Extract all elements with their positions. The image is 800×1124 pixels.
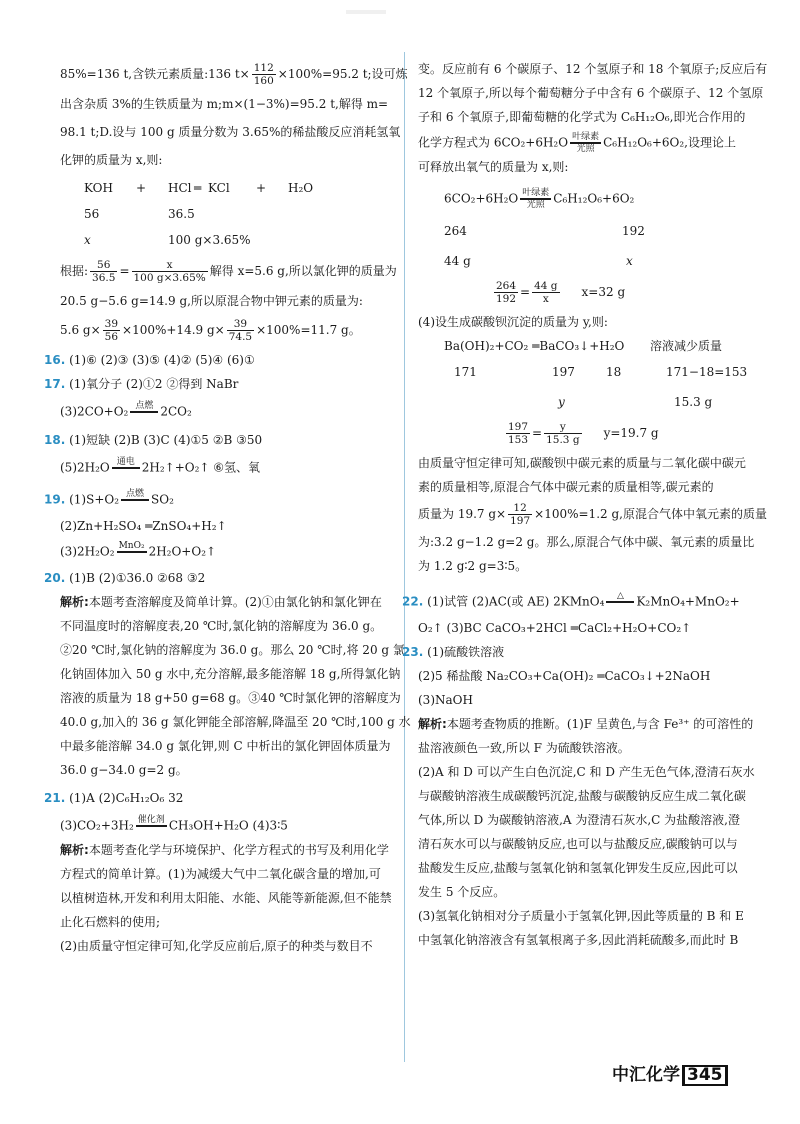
analysis-line: 发生 5 个反应。 [418,885,506,899]
analysis-line: 不同温度时的溶解度表,20 ℃时,氯化钠的溶解度为 36.0 g。 [60,619,383,633]
equation-row [60,233,392,249]
page-number: 345 [682,1065,728,1086]
numerator: 12 [508,502,532,515]
formula: (3)2CO+O₂ [60,404,129,419]
text-line: (3)NaOH [418,693,473,707]
equation-row [418,224,756,240]
formula: KCl [208,181,230,195]
value: 171−18=153 [666,365,748,379]
formula: (3)2H₂O₂ [60,544,115,559]
text: 本题考查物质的推断。(1)F 呈黄色,与含 Fe³⁺ 的可溶性的 [446,717,754,731]
condition: 光照 [576,144,595,154]
analysis-line: ②20 ℃时,氯化钠的溶解度为 36.0 g。那么 20 ℃时,将 20 g 氯 [60,643,405,657]
question-number: 18. [44,433,66,447]
numerator: 56 [90,259,117,272]
text-line: 子和 6 个氧原子,即葡萄糖的化学式为 C₆H₁₂O₆,即光合作用的 [418,110,746,124]
formula: SO₂ [151,492,174,507]
reaction-arrow [112,457,140,479]
analysis-line [418,717,756,731]
value: 56 [84,207,100,221]
fraction [494,280,518,305]
answer: (1)氧分子 (2)①2 ②得到 NaBr [69,377,239,391]
equation-row [418,365,756,381]
formula: K₂MnO₄+MnO₂+ [636,594,740,609]
analysis-line: 40.0 g,加入的 36 g 氯化钾能全部溶解,降温至 20 ℃时,100 g 水 [60,715,411,729]
question-21 [44,791,392,805]
label: 溶液减少质量 [650,339,723,353]
analysis-line: 气体,所以 D 为碳酸钠溶液,A 为澄清石灰水,C 为盐酸溶液,澄 [418,813,740,827]
analysis-line: (2)由质量守恒定律可知,化学反应前后,原子的种类与数目不 [60,939,373,953]
formula: (5)2H₂O [60,460,110,475]
analysis-line: (2)A 和 D 可以产生白色沉淀,C 和 D 产生无色气体,澄清石灰水 [418,765,755,779]
text: ×100%=95.2 t;设可炼 [277,67,408,81]
text: 本题考查溶解度及简单计算。(2)①由氯化钠和氯化钾在 [88,595,382,609]
text-line [60,62,408,87]
formula: H₂O [288,181,314,195]
formula: C₆H₁₂O₆+6O₂,设理论上 [603,135,736,150]
condition: △ [606,591,634,603]
analysis-line [60,843,392,857]
text-line [418,502,767,527]
text-line: 可释放出氧气的质量为 x,则: [418,160,569,174]
question-number: 20. [44,571,66,585]
formula: Ba(OH)₂+CO₂ ═BaCO₃↓+H₂O [444,339,625,353]
text: 根据: [60,264,89,278]
question-number: 19. [44,492,66,507]
numerator: x [132,259,208,272]
question-16 [44,353,392,367]
text: 本题考查化学与环境保护、化学方程式的书写及利用化学 [88,843,389,857]
value: 197 [552,365,575,379]
answer: (1)短缺 (2)B (3)C (4)①5 ②B ③50 [69,433,263,447]
denominator: 74.5 [228,331,253,343]
numerator: 39 [227,318,254,331]
denominator: 56 [104,331,119,343]
value: x [626,254,633,268]
text-line [60,815,392,837]
reaction-arrow [121,489,149,511]
text-line: 98.1 t;D.设与 100 g 质量分数为 3.65%的稀盐酸反应消耗氢氧 [60,125,401,139]
fraction [90,259,117,284]
analysis-line: 中氢氧化钠溶液含有氢氧根离子多,因此消耗硫酸多,而此时 B [418,933,739,947]
text-line: 为 1.2 g∶2 g=3∶5。 [418,559,528,573]
question-22 [402,591,756,613]
right-column [402,62,768,947]
analysis-label: 解析: [418,717,447,731]
fraction [532,280,559,305]
numerator: 112 [253,62,274,74]
text: ×100%=11.7 g。 [256,323,361,337]
text-line: (2)5 稀盐酸 Na₂CO₃+Ca(OH)₂ ═CaCO₃↓+2NaOH [418,669,711,683]
result: x=32 g [581,285,626,299]
analysis-line: 中最多能溶解 34.0 g 氯化钾,则 C 中析出的氯化钾固体质量为 [60,739,391,753]
answer: (1)B (2)①36.0 ②68 ③2 [69,571,206,585]
text-line: 出含杂质 3%的生铁质量为 m;m×(1−3%)=95.2 t,解得 m= [60,97,389,111]
equation-row [418,339,756,355]
condition: 通电 [112,457,140,469]
analysis-line: 止化石燃料的使用; [60,915,161,929]
denominator: 36.5 [92,272,116,284]
condition: 叶绿素 [572,132,600,142]
text: = [119,264,130,278]
formula: C₆H₁₂O₆+6O₂ [553,191,635,206]
formula: KOH [84,181,113,195]
text-line: 为:3.2 g−1.2 g=2 g。那么,原混合气体中碳、氧元素的质量比 [418,535,755,549]
formula: + [136,181,147,195]
numerator: 264 [496,280,517,292]
fraction [103,318,120,343]
denominator: 160 [253,75,274,87]
text: 85%=136 t,含铁元素质量:136 t× [60,67,250,81]
text-line [60,318,392,343]
condition: MnO₂ [118,541,145,551]
value: x [84,233,91,247]
text: 5.6 g× [60,323,101,337]
analysis-line: 化钠固体加入 50 g 水中,充分溶解,最多能溶解 18 g,所得氯化钠 [60,667,401,681]
equation-row [60,207,392,223]
text-line: 20.5 g−5.6 g=14.9 g,所以原混合物中钾元素的质量为: [60,294,363,308]
equation-row: $\frac{197}{153}$ = $\frac{y}{15.3 g}$ y=19.7 g [508,421,659,446]
equation-row [444,188,756,210]
equation-row: $\frac{264}{192}$ = $\frac{44 g}{x}$ x=32 g [496,280,626,305]
text-line: 素的质量相等,原混合气体中碳元素的质量相等,碳元素的 [418,480,714,494]
formula: (1)试管 (2)AC(或 AE) 2KMnO₄ [427,594,605,609]
formula: 2H₂↑+O₂↑ ⑥氢、氧 [141,460,261,475]
text-line: 12 个氧原子,所以每个葡萄糖分子中含有 6 个碳原子、12 个氢原 [418,86,764,100]
question-number: 16. [44,353,66,367]
formula: (1)S+O₂ [69,492,120,507]
analysis-line: 36.0 g−34.0 g=2 g。 [60,763,188,777]
text: 解得 x=5.6 g,所以氯化钾的质量为 [209,264,397,278]
question-23 [402,645,756,659]
text-line [60,259,397,284]
fraction [506,421,530,446]
fraction [227,318,254,343]
formula: (3)CO₂+3H₂ [60,818,134,833]
text-line: 由质量守恒定律可知,碳酸钡中碳元素的质量与二氧化碳中碳元 [418,456,746,470]
denominator: 100 g×3.65% [133,272,206,284]
numerator: 39 [104,318,119,330]
text: 质量为 19.7 g× [418,507,507,521]
text-line: (4)设生成碳酸钡沉淀的质量为 y,则: [418,315,608,329]
analysis-label: 解析: [60,595,89,609]
numerator: 44 g [534,280,558,292]
formula: CH₃OH+H₂O (4)3∶5 [168,818,288,833]
column-divider [404,52,405,1062]
condition: 叶绿素 [522,188,550,198]
formula: 2H₂O+O₂↑ [148,544,217,559]
analysis-line: 清石灰水可以与碳酸钠反应,也可以与盐酸反应,碳酸钠可以与 [418,837,738,851]
analysis-line: 与碳酸钠溶液生成碳酸钙沉淀,盐酸与碳酸钠反应生成二氧化碳 [418,789,746,803]
analysis-line: (3)氢氧化钠相对分子质量小于氢氧化钾,因此等质量的 B 和 E [418,909,744,923]
reaction-arrow [117,541,147,563]
question-number: 21. [44,791,66,805]
value: 192 [622,224,645,238]
analysis-line: 盐溶液颜色一致,所以 F 为硫酸铁溶液。 [418,741,630,755]
reaction-arrow [520,188,551,210]
analysis-line [60,595,392,609]
scan-mark [346,10,386,14]
formula: + [256,181,267,195]
answer: (1)A (2)C₆H₁₂O₆ 32 [69,791,184,805]
question-19 [44,489,392,511]
text: ×100%=1.2 g,原混合气体中氧元素的质量 [534,507,767,521]
formula: ═ [194,181,202,195]
text-line: (2)Zn+H₂SO₄ ═ZnSO₄+H₂↑ [60,519,227,533]
question-number: 17. [44,377,66,391]
question-number: 23. [402,645,424,659]
fraction [252,62,276,87]
numerator: 197 [508,421,529,433]
text-line [418,132,756,154]
condition: 点燃 [130,401,158,413]
fraction [544,421,581,446]
text-line: 变。反应前有 6 个碳原子、12 个氢原子和 18 个氧原子;反应后有 [418,62,768,76]
condition: 光照 [526,200,545,210]
denominator: 192 [496,293,517,305]
condition: 点燃 [121,489,149,501]
text: ×100%+14.9 g× [122,323,225,337]
equation-row [418,395,756,411]
question-18 [44,433,392,447]
result: y=19.7 g [603,426,659,440]
analysis-label: 解析: [60,843,89,857]
formula: 6CO₂+6H₂O [444,191,519,206]
value: 264 [444,224,467,238]
analysis-line: 盐酸发生反应,盐酸与氢氧化钠和氢氧化钾发生反应,因此可以 [418,861,738,875]
value: 171 [454,365,477,379]
text-line [60,541,392,563]
equation-row [418,254,756,270]
text-line [60,401,392,423]
formula: HCl [168,181,192,195]
answer: (1)⑥ (2)③ (3)⑤ (4)② (5)④ (6)① [69,353,255,367]
text-line: O₂↑ (3)BC CaCO₃+2HCl ═CaCl₂+H₂O+CO₂↑ [418,621,692,635]
reaction-arrow [570,132,601,154]
denominator: 15.3 g [546,434,580,446]
denominator: 153 [508,434,529,446]
analysis-line: 溶液的质量为 18 g+50 g=68 g。③40 ℃时氯化钾的溶解度为 [60,691,401,705]
denominator: x [542,293,549,305]
value: 18 [606,365,622,379]
answer: (1)硫酸铁溶液 [427,645,505,659]
analysis-line: 以植树造林,开发和利用太阳能、水能、风能等新能源,但不能禁 [60,891,392,905]
condition: 催化剂 [137,815,165,825]
question-17 [44,377,392,391]
numerator: y [544,421,581,434]
value: y [558,395,565,409]
equation-row [60,181,392,197]
analysis-line: 方程式的简单计算。(1)为减缓大气中二氧化碳含量的增加,可 [60,867,381,881]
footer-brand [612,1064,728,1086]
value: 44 g [444,254,471,268]
fraction [132,259,208,284]
value: 100 g×3.65% [168,233,251,247]
value: 36.5 [168,207,195,221]
left-column [44,62,411,953]
question-20 [44,571,392,585]
brand-name: 中汇化学 [612,1065,680,1085]
denominator: 197 [510,515,531,527]
value: 15.3 g [674,395,713,409]
text-line [60,457,392,479]
text-line: 化钾的质量为 x,则: [60,153,163,167]
formula: 2CO₂ [160,404,192,419]
formula: 化学方程式为 6CO₂+6H₂O [418,135,569,150]
reaction-arrow [606,591,634,613]
reaction-arrow [130,401,158,423]
fraction [508,502,532,527]
reaction-arrow [136,815,167,837]
question-number: 22. [402,594,424,609]
